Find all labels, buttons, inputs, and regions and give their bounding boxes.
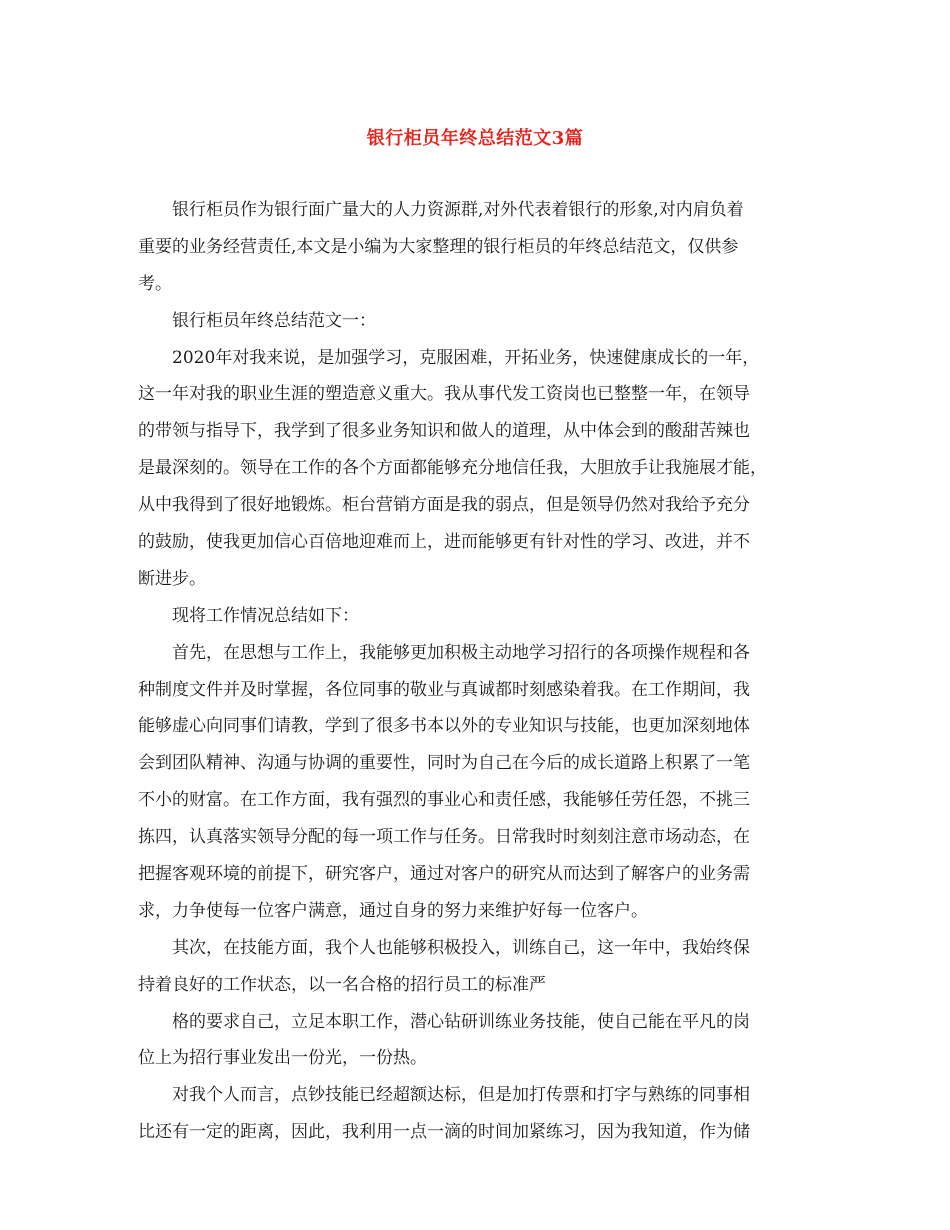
text-line: 格的要求自己，立足本职工作，潜心钻研训练业务技能，使自己能在平凡的岗 [172,1011,750,1032]
text-line: 考。 [138,273,172,294]
text-line: 断进步。 [138,568,206,589]
text-line: 拣四，认真落实领导分配的每一项工作与任务。日常我时时刻刻注意市场动态，在 [138,827,750,848]
document-title: 银行柜员年终总结范文3篇 [366,128,584,149]
section-heading: 银行柜员年终总结范文一： [172,310,376,331]
text-line: 位上为招行事业发出一份光，一份热。 [138,1048,427,1069]
text-line: 比还有一定的距离，因此，我利用一点一滴的时间加紧练习，因为我知道，作为储 [138,1122,750,1143]
text-line: 重要的业务经营责任,本文是小编为大家整理的银行柜员的年终总结范文，仅供参 [138,236,739,257]
text-line: 的鼓励，使我更加信心百倍地迎难而上，进而能够更有针对性的学习、改进，并不 [138,532,750,553]
text-line: 把握客观环境的前提下，研究客户，通过对客户的研究从而达到了解客户的业务需 [138,864,750,885]
text-line: 从中我得到了很好地锻炼。柜台营销方面是我的弱点，但是领导仍然对我给予充分 [138,495,750,516]
text-line: 不小的财富。在工作方面，我有强烈的事业心和责任感，我能够任劳任怨，不挑三 [138,790,750,811]
text-line: 对我个人而言，点钞技能已经超额达标，但是加打传票和打字与熟练的同事相 [172,1085,750,1106]
text-line: 是最深刻的。领导在工作的各个方面都能够充分地信任我，大胆放手让我施展才能， [138,458,767,479]
text-line: 2020年对我来说，是加强学习，克服困难，开拓业务，快速健康成长的一年， [172,347,760,368]
text-line: 首先，在思想与工作上，我能够更加积极主动地学习招行的各项操作规程和各 [172,642,750,663]
text-line: 这一年对我的职业生涯的塑造意义重大。我从事代发工资岗也已整整一年，在领导 [138,384,750,405]
text-line: 种制度文件并及时掌握，各位同事的敬业与真诚都时刻感染着我。在工作期间，我 [138,679,750,700]
text-line: 现将工作情况总结如下： [172,605,359,626]
text-line: 银行柜员作为银行面广量大的人力资源群,对外代表着银行的形象,对内肩负着 [172,200,744,220]
document-body [138,192,828,1151]
text-line: 求，力争使每一位客户满意，通过自身的努力来维护好每一位客户。 [138,900,648,921]
text-line: 持着良好的工作状态，以一名合格的招行员工的标准严 [138,974,546,995]
text-line: 其次，在技能方面，我个人也能够积极投入，训练自己，这一年中，我始终保 [172,937,750,958]
text-line: 能够虚心向同事们请教，学到了很多书本以外的专业知识与技能，也更加深刻地体 [138,716,750,737]
text-line: 会到团队精神、沟通与协调的重要性，同时为自己在今后的成长道路上积累了一笔 [138,753,750,774]
text-line: 的带领与指导下，我学到了很多业务知识和做人的道理，从中体会到的酸甜苦辣也 [138,421,750,442]
